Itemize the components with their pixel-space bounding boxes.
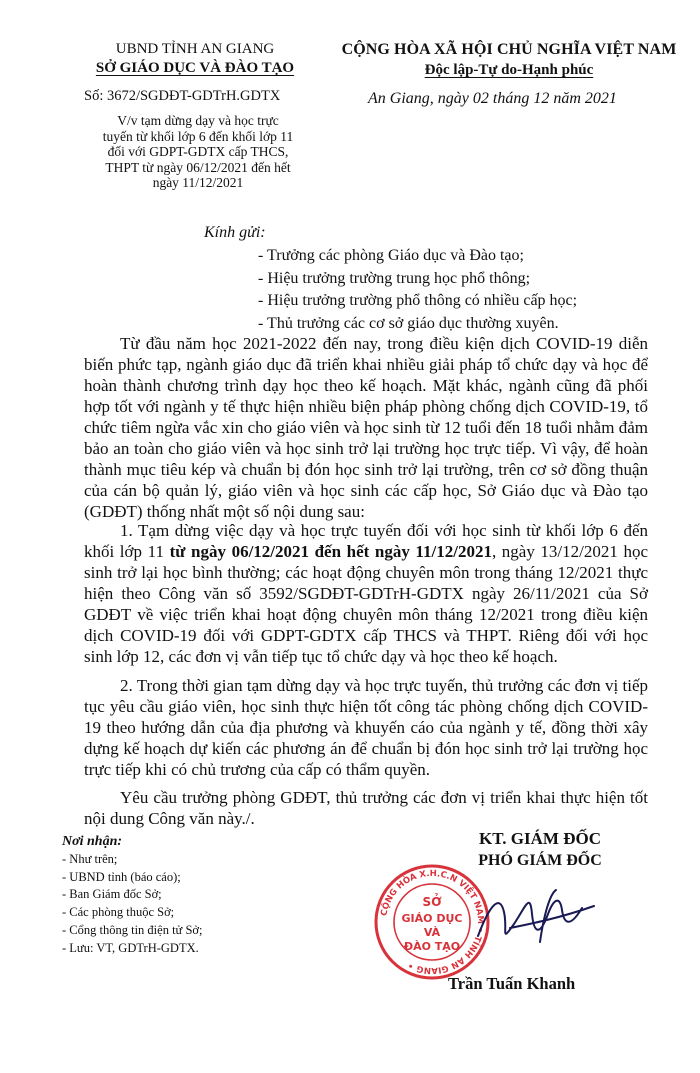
document-number: Số: 3672/SGDĐT-GDTrH.GDTX — [84, 88, 281, 104]
distribution-list — [62, 833, 202, 958]
distribution-item: - Ban Giám đốc Sở; — [62, 887, 162, 902]
distribution-item: - Lưu: VT, GDTrH-GDTX. — [62, 940, 199, 955]
greeting: Kính gửi: — [204, 224, 266, 241]
signer-name: Trần Tuấn Khanh — [448, 974, 576, 993]
paragraph-text: Yêu cầu trưởng phòng GDĐT, thủ trưởng các đơn vị triển khai thực hiện tốt nội dung Công văn này./. — [84, 788, 648, 828]
distribution-item: - UBND tỉnh (báo cáo); — [62, 869, 181, 884]
body-paragraph-item-2 — [84, 675, 648, 780]
agency-parent: UBND TỈNH AN GIANG — [115, 41, 275, 57]
distribution-item: - Như trên; — [62, 851, 118, 866]
handwritten-signature-icon — [470, 884, 600, 954]
body-paragraph-intro — [84, 333, 648, 522]
issuing-agency-block — [70, 40, 320, 78]
seal-center-line: SỞ — [422, 895, 442, 909]
country-name: CỘNG HÒA XÃ HỘI CHỦ NGHĨA VIỆT NAM — [341, 41, 677, 58]
national-heading-block — [328, 40, 690, 80]
recipient-item: - Hiệu trưởng trường phổ thông có nhiều cấp học; — [258, 292, 578, 309]
signature-title-1: KT. GIÁM ĐỐC — [479, 829, 601, 848]
seal-center-line: VÀ — [423, 926, 441, 939]
item-1-start: 1. Tạm dừng việc dạy và học trực tuyến đối với học sinh từ khối lớp 6 đến khối lớp 11 — [84, 521, 648, 561]
national-motto: Độc lập-Tự do-Hạnh phúc — [424, 62, 594, 78]
subject-line: ngày 11/12/2021 — [152, 175, 244, 191]
paragraph-text: 2. Trong thời gian tạm dừng dạy và học trực tuyến, thủ trưởng các đơn vị tiếp tục yêu cầu giáo viên, học sinh thực hiện tốt công tác phòng chống dịch COVID-19 theo hướng dẫn của địa phương và khuyến cáo của ngành y tế, đồng thời xây dựng kế hoạch dự kiến các phương án để chuẩn bị đón học sinh trở lại trường học trực tiếp khi có chủ trương của cấp có thẩm quyền. — [84, 676, 648, 779]
subject-line: THPT từ ngày 06/12/2021 đến hết — [105, 159, 291, 175]
paragraph-text: Từ đầu năm học 2021-2022 đến nay, trong điều kiện dịch COVID-19 diễn biến phức tạp, ngành giáo dục đã triển khai nhiều giải pháp tổ chức dạy và học để hoàn thành chương trình dạy học theo kế hoạch. Mặt khác, ngành cũng đã phối hợp tốt với ngành y tế thực hiện nhiều biện pháp phòng chống dịch COVID-19, tổ chức tiêm ngừa vắc xin cho giáo viên và học sinh từ 12 tuổi đến 18 tuổi nhằm đảm bảo an toàn cho giáo viên và học sinh trở lại trường học trực tiếp. Vì vậy, để hoàn thành mục tiêu kép và chuẩn bị đón học sinh trở lại trường, trên cơ sở đồng thuận của cán bộ quản lý, giáo viên và học sinh các cấp học, Sở Giáo dục và Đào tạo (GDĐT) thống nhất một số nội dung sau: — [84, 334, 648, 521]
recipient-item: - Trưởng các phòng Giáo dục và Đào tạo; — [258, 247, 524, 264]
document-subject — [80, 113, 316, 191]
seal-center-line: GIÁO DỤC — [401, 912, 463, 925]
subject-line: tuyến từ khối lớp 6 đến khối lớp 11 — [102, 128, 294, 144]
body-paragraph-item-1 — [84, 520, 648, 667]
issue-date: An Giang, ngày 02 tháng 12 năm 2021 — [368, 90, 617, 107]
distribution-item: - Các phòng thuộc Sở; — [62, 905, 175, 920]
seal-center-line: ĐÀO TẠO — [403, 940, 461, 953]
item-1-end: , ngày 13/12/2021 học sinh trở lại học bình thường; các hoạt động chuyên môn trong tháng 12/2021 thực hiện theo Công văn số 3592/SGDĐT-GDTrH-GDTX ngày 26/11/2021 của Sở GDĐT về việc triển khai hoạt động chuyên môn tháng 12/2021 trong điều kiện dịch COVID-19 đối với GDPT-GDTX cấp THCS và THPT. Riêng đối với học sinh lớp 12, các đơn vị vẫn tiếp tục tổ chức dạy và học theo kế hoạch. — [84, 542, 649, 666]
paragraph-text — [84, 520, 648, 667]
seal-ring-text: CỘNG HÒA X.H.C.N VIỆT NAM • TỈNH AN GIANG • — [379, 868, 486, 976]
agency-name: SỞ GIÁO DỤC VÀ ĐÀO TẠO — [95, 60, 295, 76]
recipient-list — [258, 245, 577, 335]
distribution-item: - Cổng thông tin điện tử Sở; — [62, 922, 203, 937]
signature-title-2: PHÓ GIÁM ĐỐC — [478, 852, 602, 869]
subject-line: V/v tạm dừng dạy và học trực — [117, 113, 279, 128]
recipient-item: - Thủ trưởng các cơ sở giáo dục thường xuyên. — [258, 314, 559, 332]
recipient-item: - Hiệu trưởng trường trung học phổ thông; — [258, 269, 531, 287]
item-1-bold-dates: từ ngày 06/12/2021 đến hết ngày 11/12/2021 — [169, 542, 492, 561]
body-paragraph-closing — [84, 787, 648, 829]
distribution-title: Nơi nhận: — [62, 834, 123, 849]
subject-line: đối với GDPT-GDTX cấp THCS, — [107, 144, 289, 160]
